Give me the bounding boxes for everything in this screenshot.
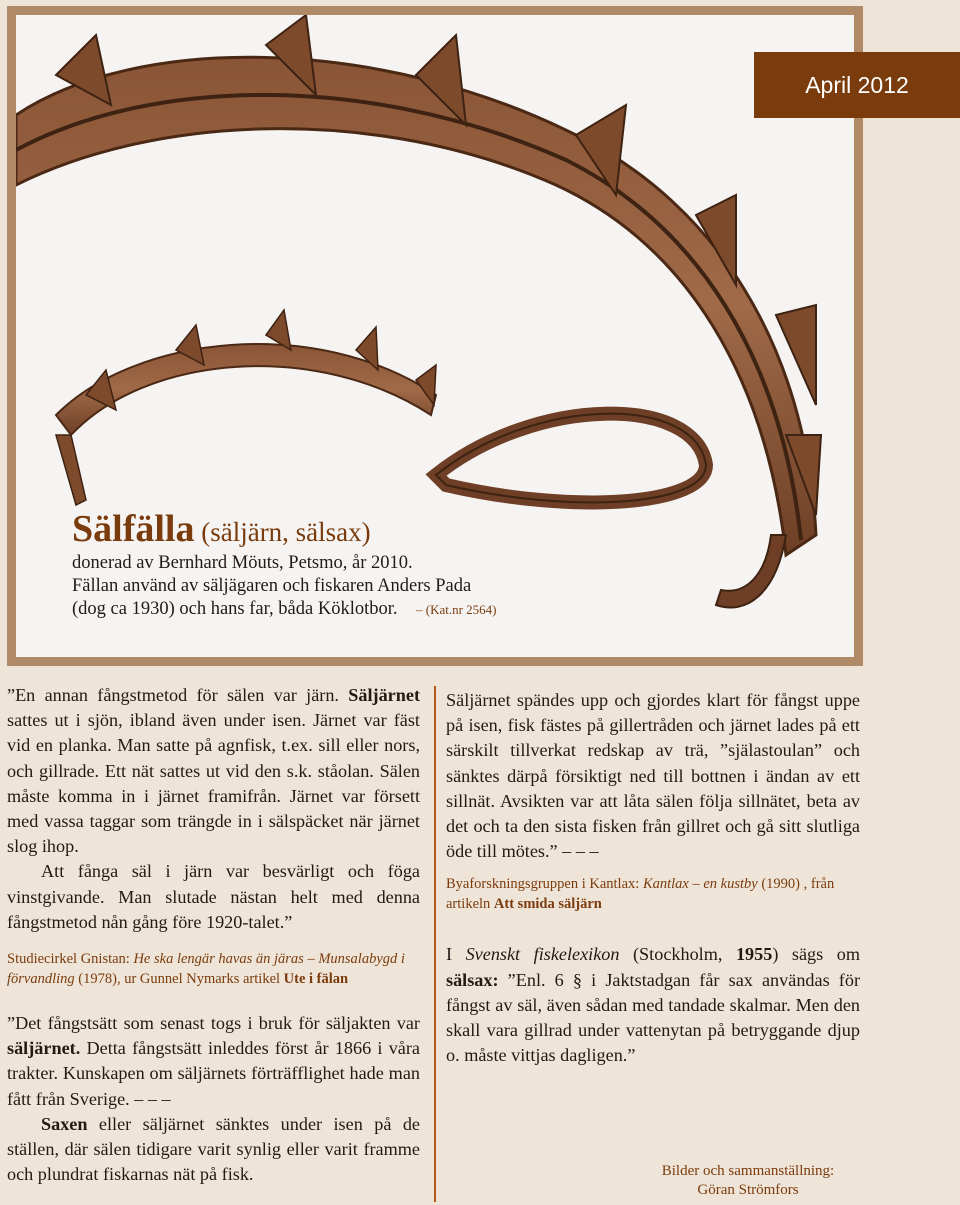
left-paragraph-4: [7, 1112, 420, 1188]
bold-term: Säljärnet: [348, 685, 420, 705]
caption-line-3: [72, 598, 632, 621]
text-span: Detta fångstsätt inleddes först år 1866 i våra trakter. Kunskapen om säljärnets förträfflighet hade man fått från Sverige. – – –: [7, 1038, 420, 1109]
credits-line-2: Göran Strömfors: [697, 1182, 799, 1198]
caption-line-2: Fällan använd av säljägaren och fiskaren Anders Pada: [72, 576, 472, 596]
bold-year: 1955: [735, 944, 773, 965]
credits: [612, 1162, 884, 1200]
page-subtitle: (säljärn, sälsax): [194, 517, 371, 547]
caption-title-line: [72, 510, 632, 548]
text-span: Studiecirkel Gnistan:: [7, 951, 134, 968]
date-badge: April 2012: [754, 52, 960, 118]
left-column: [7, 683, 420, 1187]
credits-line-1: Bilder och sammanställning:: [661, 1163, 835, 1179]
source-citation-2: [446, 874, 860, 914]
page-title: Sälfälla: [72, 508, 195, 550]
source-citation-1: [7, 949, 420, 989]
italic-title: Svenskt fiskelexikon: [465, 944, 620, 965]
bold-title: Att smida säljärn: [493, 896, 602, 913]
text-span: I: [446, 944, 466, 965]
text-span: eller säljärnet sänktes under isen på de ställen, där sälen tidigare varit synlig eller varit framme och plundrat fiskarnas nät på fisk.: [7, 1113, 420, 1185]
caption-line-3-text: (dog ca 1930) och hans far, båda Köklotbor.: [72, 599, 398, 619]
right-paragraph-1: Säljärnet spändes upp och gjordes klart för fångst uppe på isen, fisk fästes på gillertråden och järnet lades på ett särskilt tillverkat redskap av trä, ”själastoulan” och sänktes därpå försiktigt ned till bottnen i ändan av ett sillnät. Avsikten var att låta sälen följa sillnätet, beta av det och ta den sista fisken från gillret och gå sitt slutliga öde till mötes.” – – –: [446, 690, 860, 862]
text-span: (1990) , från artikeln: [446, 876, 835, 913]
text-span: (1978), ur Gunnel Nymarks artikel: [74, 971, 284, 988]
text-span: ”Det fångstsätt som senast togs i bruk för säljakten var: [7, 1013, 420, 1034]
text-span: ) sägs om: [772, 944, 860, 965]
bold-term: sälsax:: [446, 969, 499, 990]
left-paragraph-2: Att fånga säl i järn var besvärligt och föga vinstgivande. Man slutade nästan helt med denna fångstmetod nån gång före 1920-talet.”: [7, 861, 420, 932]
left-paragraph-1: [7, 683, 420, 859]
left-paragraph-3: [7, 1011, 420, 1112]
text-span: ”Enl. 6 § i Jaktstadgan får sax användas för fångst av säl, även sådan med tandade skalmar. Men den skall vara gillrad under vattenytan på betryggande djup o. måste vittjas dagligen.”: [446, 969, 860, 1066]
bold-term: Saxen: [41, 1113, 88, 1134]
right-column: [446, 688, 860, 1068]
bold-term: säljärnet.: [7, 1038, 81, 1059]
caption-line-1: donerad av Bernhard Möuts, Petsmo, år 2010.: [72, 553, 413, 573]
text-span: (Stockholm,: [619, 944, 736, 965]
bold-title: Ute i fälan: [283, 971, 349, 988]
photo-caption: [72, 510, 632, 621]
text-span: ”En annan fångstmetod för sälen var järn.: [7, 685, 349, 705]
text-span: sattes ut i sjön, ibland även under isen. Järnet var fäst vid en planka. Man satte på agnfisk, t.ex. sill eller nors, och gillrade. Ett nät sattes ut vid den s.k. ståolan. Sälen måste komma in i järnet framifrån. Järnet var försett med vassa taggar som trängde in i sälspäcket när järnet slog ihop.: [7, 710, 420, 857]
right-paragraph-2: [446, 942, 860, 1068]
catalog-number: – (Kat.nr 2564): [415, 602, 497, 617]
text-span: Byaforskningsgruppen i Kantlax:: [446, 876, 643, 893]
column-divider: [434, 686, 436, 1202]
italic-title: Kantlax – en kustby: [642, 876, 758, 893]
italic-title: He ska lengär havas än järas – Munsalabygd i förvandling: [7, 951, 405, 988]
